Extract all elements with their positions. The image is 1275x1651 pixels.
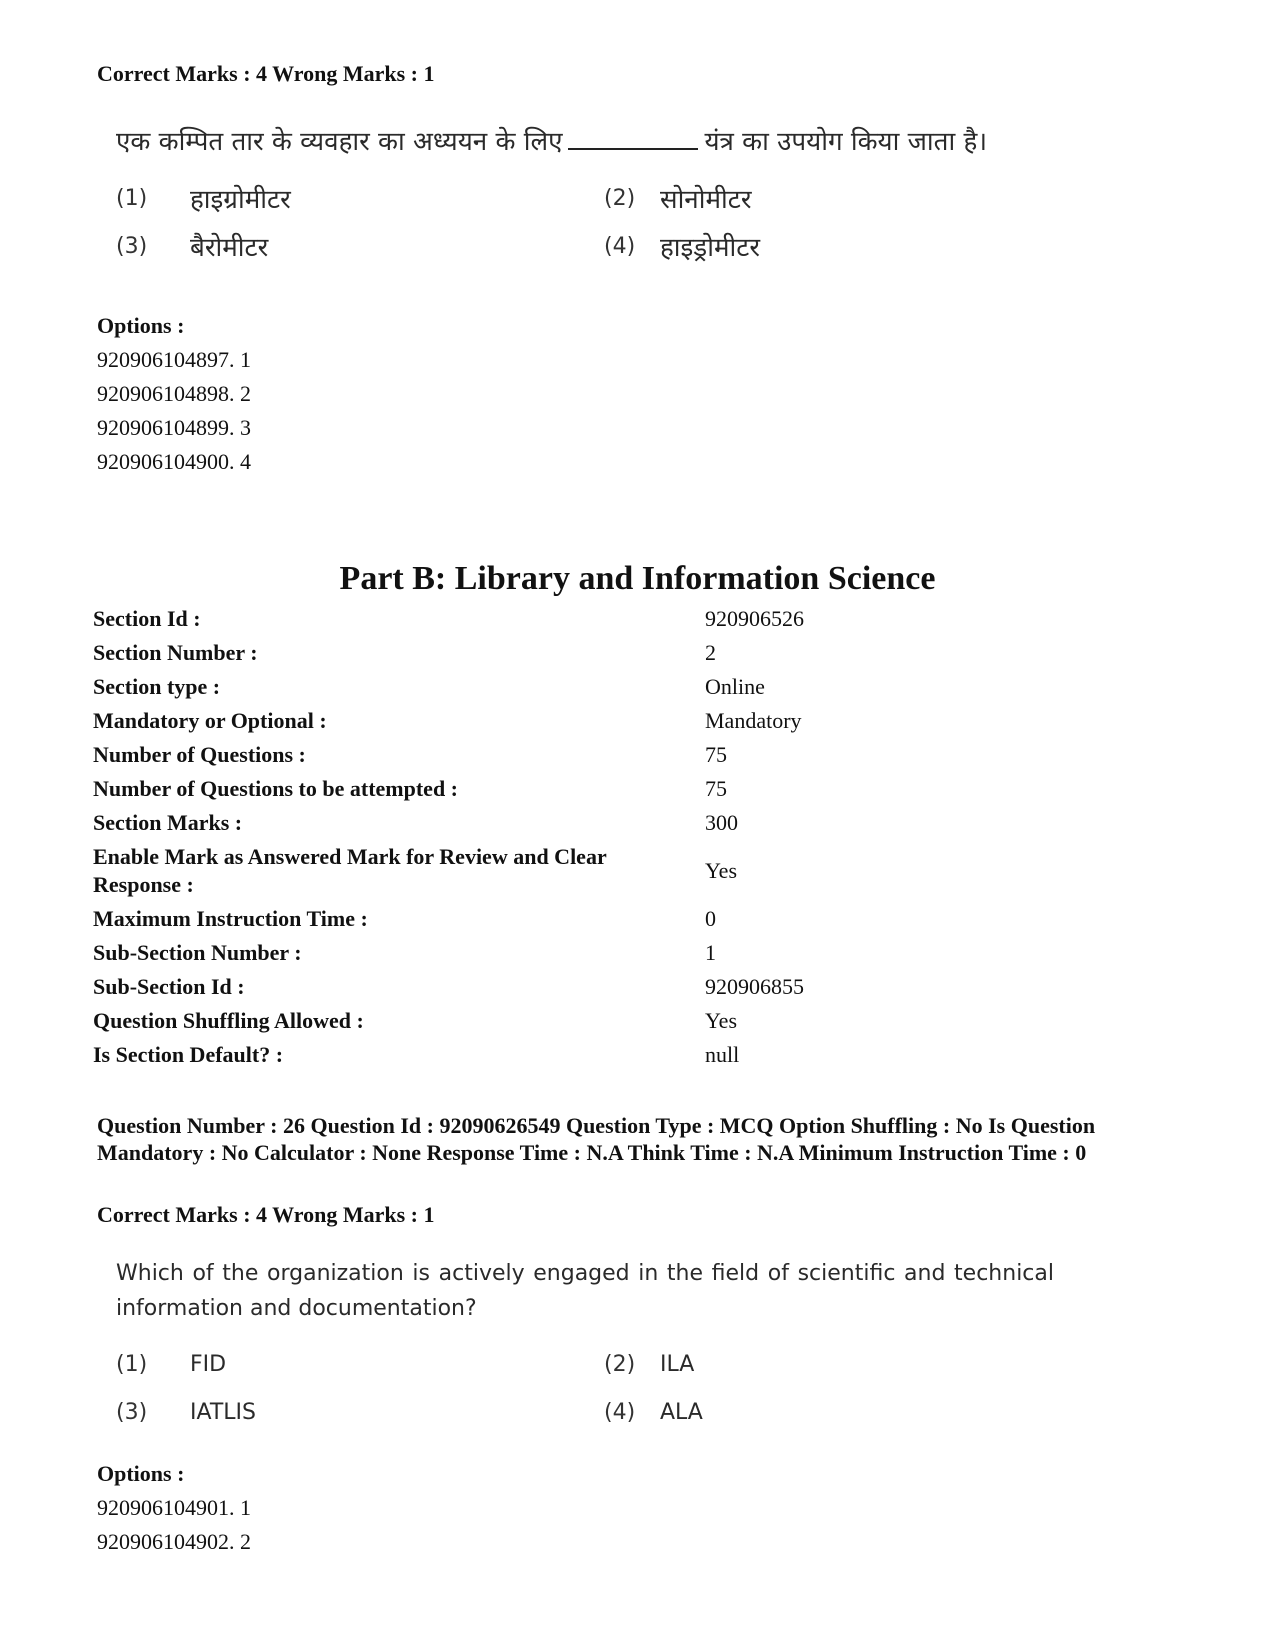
q1-option-id-2: 920906104898. 2 [97,381,251,406]
q2-option-id-2: 920906104902. 2 [97,1529,251,1554]
info-label: Sub-Section Id : [93,974,245,999]
q1-option-4-text: हाइड्रोमीटर [660,233,760,263]
info-value: 920906526 [705,606,804,631]
q1-option-3-text: बैरोमीटर [190,233,269,263]
q2-option-2-text: ILA [660,1352,695,1377]
info-value: Mandatory [705,708,802,733]
q1-question-after: यंत्र का उपयोग किया जाता है। [704,127,988,157]
info-label: Number of Questions to be attempted : [93,776,459,801]
info-value: 75 [705,742,727,767]
q2-question-text: Which of the organization is actively engaged in the field of scientific and technical information and documentation? [116,1261,1054,1321]
q2-option-4-text: ALA [660,1400,703,1425]
q2-marks: Correct Marks : 4 Wrong Marks : 1 [97,1202,435,1227]
q1-option-ids [97,343,251,479]
q1-option-id-3: 920906104899. 3 [97,415,251,440]
info-value: 2 [705,640,716,665]
info-value: 1 [705,940,716,965]
q2-option-ids [97,1491,251,1559]
q2-option-3-num: (3) [116,1400,148,1425]
info-value: 0 [705,906,716,931]
q1-question-text [116,122,987,158]
info-value: 920906855 [705,974,804,999]
q2-option-id-1: 920906104901. 1 [97,1495,251,1520]
info-value: Yes [705,1008,738,1033]
info-label: Is Section Default? : [93,1042,284,1067]
info-label: Section type : [93,674,221,699]
info-label: Section Id : [93,606,201,631]
q1-option-id-1: 920906104897. 1 [97,347,251,372]
info-label: Maximum Instruction Time : [93,906,368,931]
q1-option-1-text: हाइग्रोमीटर [190,185,291,215]
q1-option-2-text: सोनोमीटर [660,185,752,215]
q1-option-4-num: (4) [604,234,636,259]
info-value: Online [705,674,765,699]
info-label: Question Shuffling Allowed : [93,1008,364,1033]
info-value: null [705,1042,740,1067]
info-value: Yes [705,858,738,883]
q2-options-heading: Options : [97,1461,185,1486]
q1-question-before: एक कम्पित तार के व्यवहार का अध्ययन के लिए [116,127,563,157]
info-label: Section Number : [93,640,258,665]
part-title: Part B: Library and Information Science [339,560,936,597]
q1-blank [568,128,698,150]
info-value: 75 [705,776,727,801]
q2-option-1-text: FID [190,1352,227,1377]
q2-header: Question Number : 26 Question Id : 92090626549 Question Type : MCQ Option Shuffling : No Is Question Mandatory : No Calculator : None Response Time : N.A Think Time : N.A Minimum Instruction Time : 0 [97,1113,1096,1165]
q1-option-1-num: (1) [116,186,148,211]
q1-marks: Correct Marks : 4 Wrong Marks : 1 [97,61,435,86]
q1-option-id-4: 920906104900. 4 [97,449,251,474]
info-label: Section Marks : [93,810,243,835]
info-label: Mandatory or Optional : [93,708,327,733]
info-label: Enable Mark as Answered Mark for Review and Clear Response : [93,844,607,897]
q2-option-2-num: (2) [604,1352,636,1377]
q2-option-4-num: (4) [604,1400,636,1425]
info-value: 300 [705,810,738,835]
q2-option-3-text: IATLIS [190,1400,256,1425]
q1-option-2-num: (2) [604,186,636,211]
q2-option-1-num: (1) [116,1352,148,1377]
q1-option-3-num: (3) [116,234,148,259]
info-label: Number of Questions : [93,742,306,767]
info-label: Sub-Section Number : [93,940,302,965]
q1-options-heading: Options : [97,313,185,338]
